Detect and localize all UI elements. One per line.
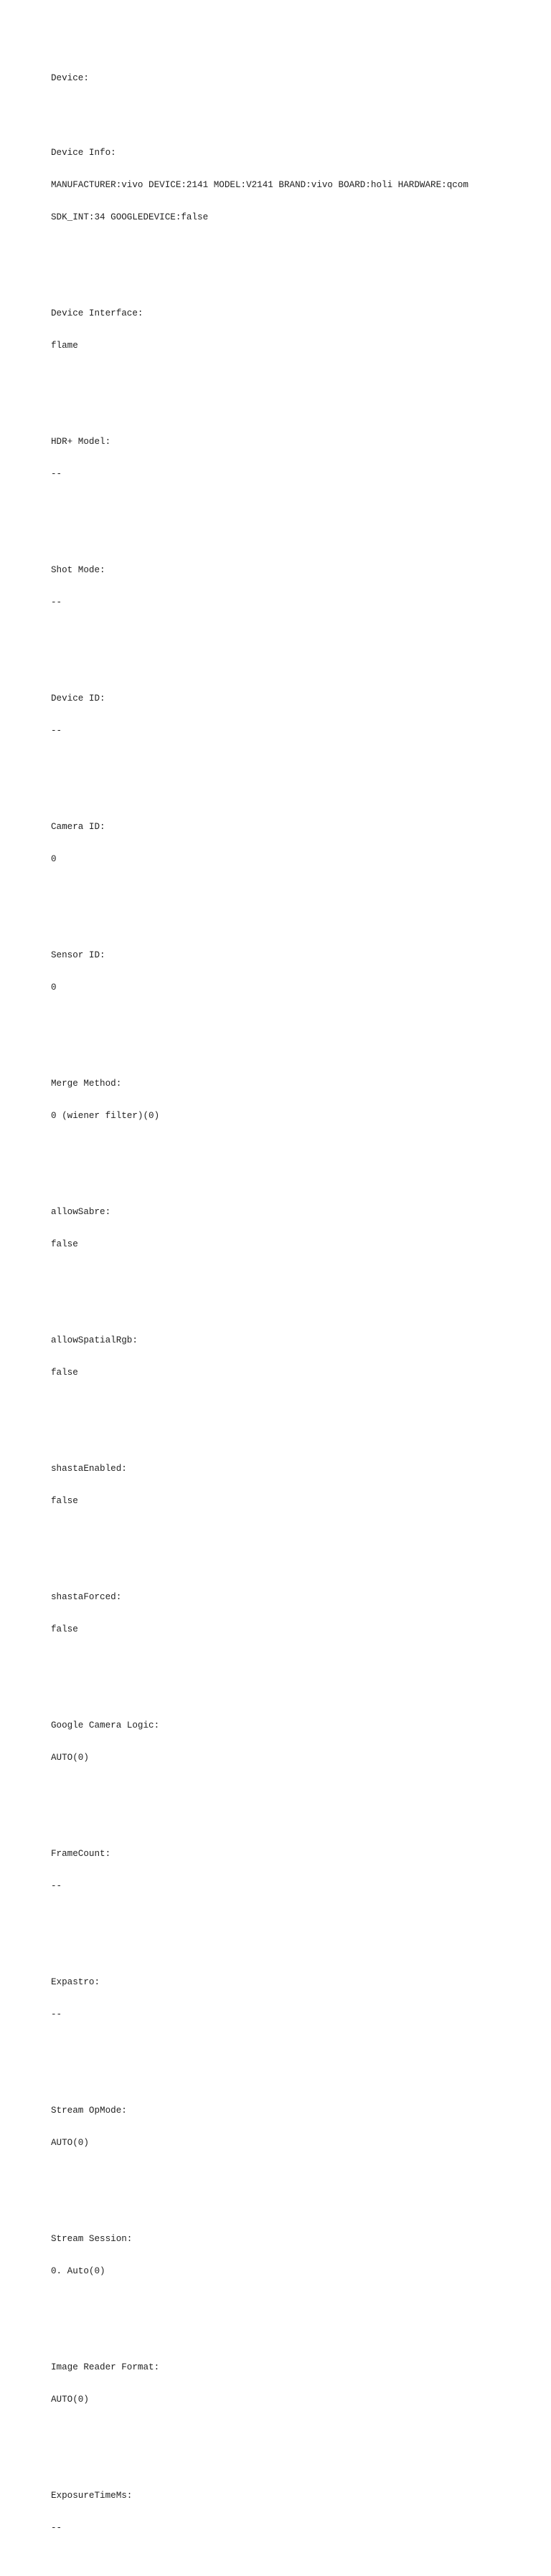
entry-label: Device Info:: [51, 148, 116, 158]
entry-label: Device ID:: [51, 693, 105, 704]
entry-stream-opmode: [51, 2084, 539, 2170]
entry-value: false: [51, 1239, 78, 1249]
entry-frame-count: [51, 1827, 539, 1913]
entry-label: Image Reader Format:: [51, 2362, 160, 2372]
entry-value: 0. Auto(0): [51, 2266, 105, 2276]
entry-label: shastaEnabled:: [51, 1464, 127, 1474]
entry-label: Merge Method:: [51, 1079, 122, 1089]
entry-label: Device Interface:: [51, 308, 143, 318]
entry-value: AUTO(0): [51, 2395, 89, 2405]
entry-value: AUTO(0): [51, 2138, 89, 2148]
entry-sensor-id: [51, 929, 539, 1015]
entry-label: allowSpatialRgb:: [51, 1335, 138, 1345]
entry-label: Camera ID:: [51, 822, 105, 832]
device-info-text: [51, 52, 539, 2576]
entry-label: Shot Mode:: [51, 565, 105, 575]
entry-value: --: [51, 1881, 62, 1891]
entry-allow-spatial-rgb: [51, 1314, 539, 1400]
entry-value: 0: [51, 982, 57, 993]
entry-shot-mode: [51, 544, 539, 630]
entry-value: flame: [51, 341, 78, 351]
entry-value: --: [51, 2523, 62, 2533]
entry-stream-session: [51, 2212, 539, 2298]
entry-image-reader-format: [51, 2341, 539, 2427]
entry-value: false: [51, 1624, 78, 1634]
entry-device-interface: [51, 287, 539, 373]
entry-label: Google Camera Logic:: [51, 1720, 160, 1730]
entry-label: FrameCount:: [51, 1849, 111, 1859]
entry-exposure-time-ms: [51, 2469, 539, 2555]
entry-shasta-enabled: [51, 1442, 539, 1528]
entry-value: 0: [51, 854, 57, 864]
entry-label: HDR+ Model:: [51, 437, 111, 447]
entry-camera-id: [51, 800, 539, 886]
entry-value: --: [51, 2009, 62, 2019]
entry-value: --: [51, 597, 62, 607]
entry-value-line: SDK_INT:34 GOOGLEDEVICE:false: [51, 212, 209, 222]
entry-value: --: [51, 469, 62, 479]
entry-device-id: [51, 672, 539, 758]
entry-value: --: [51, 726, 62, 736]
entry-value: 0 (wiener filter)(0): [51, 1111, 160, 1121]
entry-expastro: [51, 1956, 539, 2042]
entry-hdr-model: [51, 415, 539, 501]
entry-value: false: [51, 1496, 78, 1506]
entry-value: false: [51, 1368, 78, 1378]
entry-label: Stream Session:: [51, 2234, 133, 2244]
entry-label: ExposureTimeMs:: [51, 2491, 133, 2501]
page-title: Device:: [51, 73, 89, 83]
entry-label: Sensor ID:: [51, 950, 105, 960]
entry-value: AUTO(0): [51, 1753, 89, 1763]
entry-shasta-forced: [51, 1571, 539, 1657]
entry-merge-method: [51, 1057, 539, 1143]
entry-google-camera-logic: [51, 1699, 539, 1785]
entry-device-info: [51, 126, 539, 245]
entry-label: shastaForced:: [51, 1592, 122, 1602]
entry-value-line: MANUFACTURER:vivo DEVICE:2141 MODEL:V2141 BRAND:vivo BOARD:holi HARDWARE:qcom: [51, 180, 468, 190]
entry-allow-sabre: [51, 1185, 539, 1272]
entry-label: allowSabre:: [51, 1207, 111, 1217]
entry-label: Stream OpMode:: [51, 2106, 127, 2116]
entry-label: Expastro:: [51, 1977, 100, 1987]
